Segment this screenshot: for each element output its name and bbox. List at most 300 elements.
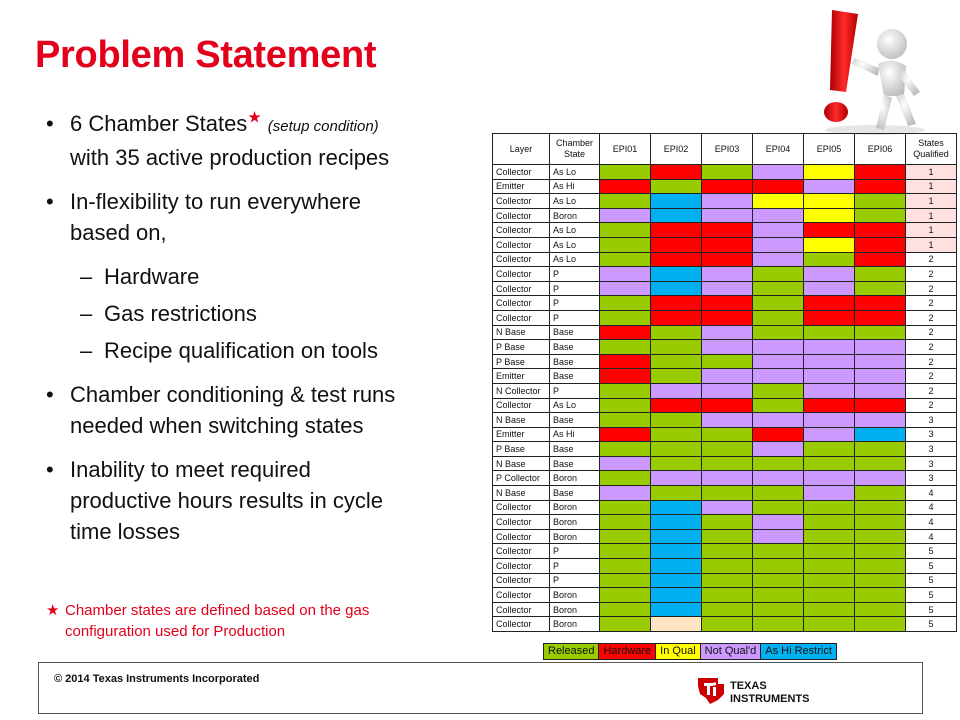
- table-row: [493, 281, 957, 296]
- layer-cell: Collector: [493, 296, 550, 311]
- layer-cell: Collector: [493, 208, 550, 223]
- status-cell: [702, 602, 753, 617]
- status-cell: [855, 194, 906, 209]
- chamber-state-cell: As Lo: [550, 237, 600, 252]
- status-cell: [651, 325, 702, 340]
- status-cell: [753, 471, 804, 486]
- status-cell: [600, 296, 651, 311]
- states-qualified-cell: 1: [906, 194, 957, 209]
- status-cell: [651, 296, 702, 311]
- chamber-state-cell: Base: [550, 369, 600, 384]
- status-cell: [753, 602, 804, 617]
- status-cell: [600, 529, 651, 544]
- sub-bullet-gas: [46, 298, 486, 329]
- chamber-state-cell: As Lo: [550, 252, 600, 267]
- states-qualified-cell: 2: [906, 354, 957, 369]
- status-cell: [855, 208, 906, 223]
- status-cell: [702, 529, 753, 544]
- status-cell: [804, 529, 855, 544]
- status-cell: [600, 427, 651, 442]
- status-cell: [804, 471, 855, 486]
- bullet-productive-hours: [46, 454, 486, 547]
- status-cell: [804, 559, 855, 574]
- layer-cell: Collector: [493, 602, 550, 617]
- states-qualified-cell: 3: [906, 456, 957, 471]
- status-cell: [651, 515, 702, 530]
- states-qualified-cell: 2: [906, 398, 957, 413]
- footnote-text: configuration used for Production: [65, 623, 286, 640]
- table-row: [493, 398, 957, 413]
- bullet-text: needed when switching states: [70, 413, 364, 438]
- status-cell: [804, 413, 855, 428]
- table-header-cell: Layer: [493, 134, 550, 165]
- states-qualified-cell: 2: [906, 383, 957, 398]
- chamber-state-cell: As Hi: [550, 427, 600, 442]
- sub-bullet-hardware: [46, 261, 486, 292]
- status-cell: [753, 252, 804, 267]
- status-cell: [855, 617, 906, 632]
- status-cell: [804, 179, 855, 194]
- chamber-state-cell: Boron: [550, 515, 600, 530]
- status-cell: [804, 456, 855, 471]
- slide-title: Problem Statement: [35, 34, 377, 76]
- chamber-state-cell: As Lo: [550, 398, 600, 413]
- status-cell: [651, 208, 702, 223]
- status-cell: [753, 573, 804, 588]
- layer-cell: Collector: [493, 559, 550, 574]
- status-cell: [600, 325, 651, 340]
- status-cell: [702, 237, 753, 252]
- table-row: [493, 515, 957, 530]
- status-cell: [702, 486, 753, 501]
- states-qualified-cell: 5: [906, 559, 957, 574]
- chamber-state-cell: As Lo: [550, 223, 600, 238]
- status-cell: [651, 471, 702, 486]
- status-cell: [804, 310, 855, 325]
- status-cell: [600, 398, 651, 413]
- status-cell: [804, 398, 855, 413]
- status-cell: [600, 486, 651, 501]
- status-cell: [702, 471, 753, 486]
- table-row: [493, 194, 957, 209]
- states-qualified-cell: 2: [906, 252, 957, 267]
- status-cell: [753, 588, 804, 603]
- status-cell: [855, 515, 906, 530]
- status-cell: [702, 369, 753, 384]
- bullet-chamber-states: [46, 108, 486, 173]
- bullet-conditioning: [46, 379, 486, 441]
- layer-cell: Collector: [493, 617, 550, 632]
- status-cell: [855, 471, 906, 486]
- table-header-cell: EPI03: [702, 134, 753, 165]
- states-qualified-cell: 2: [906, 267, 957, 282]
- table-row: [493, 427, 957, 442]
- status-cell: [702, 354, 753, 369]
- sub-bullet-recipe: [46, 335, 486, 366]
- table-row: [493, 310, 957, 325]
- status-cell: [600, 588, 651, 603]
- bullet-text: based on,: [70, 220, 167, 245]
- layer-cell: Collector: [493, 573, 550, 588]
- status-cell: [753, 486, 804, 501]
- status-cell: [651, 617, 702, 632]
- footnote-text: Chamber states are defined based on the gas: [65, 602, 370, 619]
- table-row: [493, 573, 957, 588]
- states-qualified-cell: 5: [906, 544, 957, 559]
- copyright-text: © 2014 Texas Instruments Incorporated: [54, 673, 260, 685]
- status-cell: [702, 442, 753, 457]
- states-qualified-cell: 3: [906, 427, 957, 442]
- status-legend: [543, 643, 837, 660]
- chamber-state-cell: P: [550, 544, 600, 559]
- status-cell: [804, 515, 855, 530]
- states-qualified-cell: 5: [906, 617, 957, 632]
- status-cell: [855, 573, 906, 588]
- status-cell: [702, 413, 753, 428]
- layer-cell: Collector: [493, 544, 550, 559]
- table-row: [493, 588, 957, 603]
- states-qualified-cell: 2: [906, 369, 957, 384]
- status-cell: [702, 252, 753, 267]
- status-cell: [753, 237, 804, 252]
- layer-cell: Collector: [493, 398, 550, 413]
- table-row: [493, 252, 957, 267]
- table-row: [493, 296, 957, 311]
- status-cell: [702, 267, 753, 282]
- chamber-state-cell: Boron: [550, 529, 600, 544]
- status-cell: [804, 296, 855, 311]
- status-cell: [804, 194, 855, 209]
- bullet-text: time losses: [70, 519, 181, 544]
- chamber-state-cell: P: [550, 310, 600, 325]
- status-cell: [702, 325, 753, 340]
- status-cell: [600, 237, 651, 252]
- status-cell: [600, 252, 651, 267]
- status-cell: [855, 354, 906, 369]
- status-cell: [702, 559, 753, 574]
- status-cell: [600, 267, 651, 282]
- table-row: [493, 602, 957, 617]
- status-cell: [804, 544, 855, 559]
- status-cell: [651, 588, 702, 603]
- chamber-state-cell: As Lo: [550, 194, 600, 209]
- status-cell: [855, 340, 906, 355]
- states-qualified-cell: 2: [906, 296, 957, 311]
- status-cell: [855, 325, 906, 340]
- chamber-state-cell: As Hi: [550, 179, 600, 194]
- states-qualified-cell: 1: [906, 179, 957, 194]
- status-cell: [753, 223, 804, 238]
- status-cell: [753, 413, 804, 428]
- status-cell: [651, 310, 702, 325]
- logo-text-line1: TEXAS: [730, 680, 767, 692]
- layer-cell: P Base: [493, 354, 550, 369]
- layer-cell: Collector: [493, 588, 550, 603]
- status-cell: [804, 383, 855, 398]
- sub-bullet-text: Hardware: [104, 264, 200, 289]
- status-cell: [600, 559, 651, 574]
- table-row: [493, 500, 957, 515]
- chamber-state-cell: Boron: [550, 208, 600, 223]
- status-cell: [600, 456, 651, 471]
- states-qualified-cell: 4: [906, 529, 957, 544]
- bullet-list: [46, 108, 486, 560]
- status-cell: [600, 194, 651, 209]
- status-cell: [753, 296, 804, 311]
- legend-item: Not Qual'd: [701, 644, 762, 659]
- states-qualified-cell: 4: [906, 486, 957, 501]
- status-cell: [702, 515, 753, 530]
- sub-bullet-text: Recipe qualification on tools: [104, 338, 378, 363]
- status-cell: [651, 237, 702, 252]
- status-cell: [651, 179, 702, 194]
- layer-cell: P Base: [493, 340, 550, 355]
- states-qualified-cell: 2: [906, 310, 957, 325]
- status-cell: [855, 559, 906, 574]
- status-cell: [753, 340, 804, 355]
- status-cell: [804, 602, 855, 617]
- states-qualified-cell: 1: [906, 165, 957, 180]
- star-icon: ★: [46, 602, 60, 619]
- status-cell: [804, 500, 855, 515]
- status-cell: [600, 340, 651, 355]
- status-cell: [600, 383, 651, 398]
- status-cell: [753, 442, 804, 457]
- status-cell: [855, 398, 906, 413]
- bullet-text: Chamber conditioning & test runs: [70, 382, 396, 407]
- status-cell: [600, 354, 651, 369]
- layer-cell: N Collector: [493, 383, 550, 398]
- table-row: [493, 325, 957, 340]
- status-cell: [651, 252, 702, 267]
- status-cell: [753, 500, 804, 515]
- status-cell: [600, 471, 651, 486]
- status-cell: [855, 179, 906, 194]
- status-cell: [702, 427, 753, 442]
- states-qualified-cell: 5: [906, 588, 957, 603]
- status-cell: [702, 500, 753, 515]
- status-cell: [651, 340, 702, 355]
- states-qualified-cell: 5: [906, 573, 957, 588]
- chamber-state-cell: P: [550, 573, 600, 588]
- status-cell: [651, 559, 702, 574]
- footnote: [46, 600, 466, 642]
- layer-cell: Collector: [493, 500, 550, 515]
- status-cell: [651, 413, 702, 428]
- status-cell: [702, 398, 753, 413]
- status-cell: [651, 529, 702, 544]
- table-row: [493, 559, 957, 574]
- status-cell: [651, 442, 702, 457]
- layer-cell: Emitter: [493, 179, 550, 194]
- states-qualified-cell: 2: [906, 340, 957, 355]
- table-row: [493, 354, 957, 369]
- status-cell: [600, 573, 651, 588]
- status-cell: [753, 179, 804, 194]
- table-header-cell: EPI06: [855, 134, 906, 165]
- states-qualified-cell: 3: [906, 471, 957, 486]
- chamber-state-cell: Base: [550, 486, 600, 501]
- status-cell: [855, 223, 906, 238]
- table-row: [493, 383, 957, 398]
- legend-item: As Hi Restrict: [761, 644, 836, 659]
- layer-cell: Collector: [493, 252, 550, 267]
- status-cell: [855, 427, 906, 442]
- layer-cell: Collector: [493, 223, 550, 238]
- table-body: [493, 165, 957, 632]
- chamber-state-cell: Boron: [550, 588, 600, 603]
- exclamation-figure-icon: [780, 4, 930, 136]
- table-header-cell: EPI04: [753, 134, 804, 165]
- status-cell: [855, 602, 906, 617]
- status-cell: [702, 208, 753, 223]
- status-cell: [600, 602, 651, 617]
- layer-cell: Emitter: [493, 427, 550, 442]
- status-cell: [600, 500, 651, 515]
- status-cell: [753, 354, 804, 369]
- status-cell: [855, 237, 906, 252]
- table-row: [493, 617, 957, 632]
- status-cell: [651, 223, 702, 238]
- status-cell: [753, 194, 804, 209]
- chamber-state-cell: Base: [550, 442, 600, 457]
- status-cell: [651, 267, 702, 282]
- status-cell: [753, 310, 804, 325]
- status-cell: [702, 194, 753, 209]
- table-row: [493, 369, 957, 384]
- status-cell: [753, 544, 804, 559]
- status-cell: [753, 515, 804, 530]
- table-row: [493, 340, 957, 355]
- status-cell: [651, 383, 702, 398]
- status-cell: [600, 223, 651, 238]
- table-row: [493, 208, 957, 223]
- status-cell: [855, 281, 906, 296]
- status-cell: [753, 369, 804, 384]
- chamber-state-cell: Base: [550, 340, 600, 355]
- layer-cell: P Collector: [493, 471, 550, 486]
- chamber-state-cell: P: [550, 281, 600, 296]
- status-cell: [855, 383, 906, 398]
- status-cell: [702, 281, 753, 296]
- status-cell: [753, 383, 804, 398]
- bullet-text: with 35 active production recipes: [70, 145, 390, 170]
- layer-cell: Collector: [493, 281, 550, 296]
- status-cell: [804, 252, 855, 267]
- status-cell: [855, 369, 906, 384]
- status-cell: [600, 179, 651, 194]
- status-cell: [855, 165, 906, 180]
- table-header-cell: EPI01: [600, 134, 651, 165]
- states-qualified-cell: 1: [906, 208, 957, 223]
- status-cell: [651, 486, 702, 501]
- table-row: [493, 442, 957, 457]
- layer-cell: N Base: [493, 456, 550, 471]
- status-cell: [600, 442, 651, 457]
- status-cell: [753, 427, 804, 442]
- status-cell: [855, 500, 906, 515]
- chamber-state-cell: P: [550, 559, 600, 574]
- layer-cell: Collector: [493, 165, 550, 180]
- status-cell: [855, 296, 906, 311]
- states-qualified-cell: 4: [906, 500, 957, 515]
- table-row: [493, 486, 957, 501]
- status-cell: [753, 398, 804, 413]
- status-cell: [702, 310, 753, 325]
- status-cell: [804, 267, 855, 282]
- status-cell: [804, 427, 855, 442]
- status-cell: [804, 369, 855, 384]
- status-cell: [753, 165, 804, 180]
- table-row: [493, 165, 957, 180]
- chamber-state-cell: P: [550, 383, 600, 398]
- states-qualified-cell: 5: [906, 602, 957, 617]
- status-cell: [804, 588, 855, 603]
- chamber-state-cell: Boron: [550, 617, 600, 632]
- status-cell: [651, 165, 702, 180]
- layer-cell: Collector: [493, 194, 550, 209]
- status-cell: [600, 413, 651, 428]
- layer-cell: N Base: [493, 325, 550, 340]
- status-cell: [753, 267, 804, 282]
- logo-text-line2: INSTRUMENTS: [730, 693, 810, 705]
- layer-cell: Collector: [493, 267, 550, 282]
- status-cell: [600, 515, 651, 530]
- status-cell: [651, 369, 702, 384]
- chamber-state-table: [492, 133, 957, 632]
- status-cell: [702, 588, 753, 603]
- status-cell: [702, 296, 753, 311]
- states-qualified-cell: 3: [906, 442, 957, 457]
- states-qualified-cell: 1: [906, 223, 957, 238]
- table-row: [493, 237, 957, 252]
- status-cell: [600, 617, 651, 632]
- table-header-cell: Chamber State: [550, 134, 600, 165]
- chamber-state-cell: As Lo: [550, 165, 600, 180]
- status-cell: [600, 369, 651, 384]
- table-row: [493, 179, 957, 194]
- status-cell: [600, 281, 651, 296]
- layer-cell: Collector: [493, 310, 550, 325]
- layer-cell: N Base: [493, 486, 550, 501]
- table-header-cell: EPI02: [651, 134, 702, 165]
- layer-cell: Collector: [493, 515, 550, 530]
- status-cell: [753, 559, 804, 574]
- status-cell: [702, 617, 753, 632]
- layer-cell: Collector: [493, 529, 550, 544]
- status-cell: [855, 456, 906, 471]
- chamber-state-cell: Base: [550, 413, 600, 428]
- status-cell: [702, 383, 753, 398]
- chamber-state-cell: Boron: [550, 500, 600, 515]
- table-row: [493, 529, 957, 544]
- bullet-inflexibility: [46, 186, 486, 248]
- status-cell: [855, 486, 906, 501]
- status-cell: [855, 252, 906, 267]
- status-cell: [600, 208, 651, 223]
- chamber-state-cell: P: [550, 267, 600, 282]
- chamber-state-cell: Base: [550, 354, 600, 369]
- status-cell: [702, 179, 753, 194]
- table-header-cell: States Qualified: [906, 134, 957, 165]
- states-qualified-cell: 2: [906, 281, 957, 296]
- chamber-state-cell: Base: [550, 325, 600, 340]
- sub-bullet-text: Gas restrictions: [104, 301, 257, 326]
- status-cell: [651, 500, 702, 515]
- table-header-row: [493, 134, 957, 165]
- status-cell: [600, 544, 651, 559]
- status-cell: [804, 617, 855, 632]
